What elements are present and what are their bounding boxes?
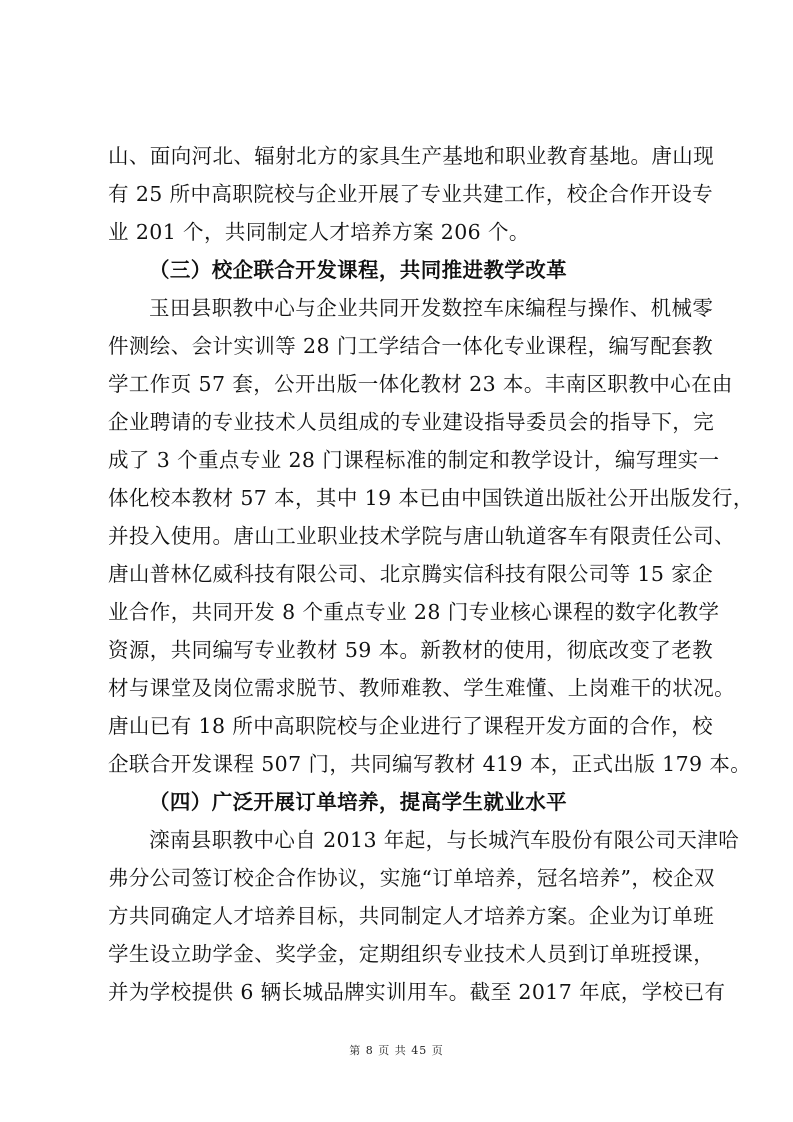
- text-line: 件测绘、会计实训等 28 门工学结合一体化专业课程，编写配套教: [108, 334, 714, 358]
- text-line: 学工作页 57 套，公开出版一体化教材 23 本。丰南区职教中心在由: [108, 372, 733, 396]
- text-line: 弗分公司签订校企合作协议，实施“订单培养，冠名培养”，校企双: [108, 866, 715, 890]
- text-line: 资源，共同编写专业教材 59 本。新教材的使用，彻底改变了老教: [108, 638, 714, 662]
- text-line: 唐山已有 18 所中高职院校与企业进行了课程开发方面的合作，校: [108, 714, 714, 738]
- text-line: 业 201 个，共同制定人才培养方案 206 个。: [108, 220, 530, 244]
- text-line: 学生设立助学金、奖学金，定期组织专业技术人员到订单班授课，: [108, 942, 715, 966]
- text-line: 方共同确定人才培养目标，共同制定人才培养方案。企业为订单班: [108, 904, 715, 928]
- text-line: 成了 3 个重点专业 28 门课程标准的制定和教学设计，编写理实一: [108, 448, 720, 472]
- text-line: 山、面向河北、辐射北方的家具生产基地和职业教育基地。唐山现: [108, 144, 715, 168]
- text-line: 玉田县职教中心与企业共同开发数控车床编程与操作、机械零: [149, 296, 714, 320]
- text-line: 业合作，共同开发 8 个重点专业 28 门专业核心课程的数字化教学: [108, 600, 720, 624]
- page-footer: 第 8 页 共 45 页: [349, 1044, 444, 1057]
- section-heading: （四）广泛开展订单培养，提高学生就业水平: [149, 790, 567, 814]
- text-line: 并为学校提供 6 辆长城品牌实训用车。截至 2017 年底，学校已有: [108, 980, 726, 1004]
- text-line: 有 25 所中高职院校与企业开展了专业共建工作，校企合作开设专: [108, 182, 714, 206]
- text-line: 滦南县职教中心自 2013 年起，与长城汽车股份有限公司天津哈: [149, 828, 740, 852]
- text-line: 企业聘请的专业技术人员组成的专业建设指导委员会的指导下，完: [108, 410, 715, 434]
- text-line: 唐山普林亿威科技有限公司、北京腾实信科技有限公司等 15 家企: [108, 562, 714, 586]
- text-line: 企联合开发课程 507 门，共同编写教材 419 本，正式出版 179 本。: [108, 752, 752, 776]
- section-heading: （三）校企联合开发课程，共同推进教学改革: [149, 258, 567, 282]
- text-line: 体化校本教材 57 本，其中 19 本已由中国铁道出版社公开出版发行，: [108, 486, 754, 510]
- text-line: 并投入使用。唐山工业职业技术学院与唐山轨道客车有限责任公司、: [108, 524, 735, 548]
- text-line: 材与课堂及岗位需求脱节、教师难教、学生难懂、上岗难干的状况。: [108, 676, 735, 700]
